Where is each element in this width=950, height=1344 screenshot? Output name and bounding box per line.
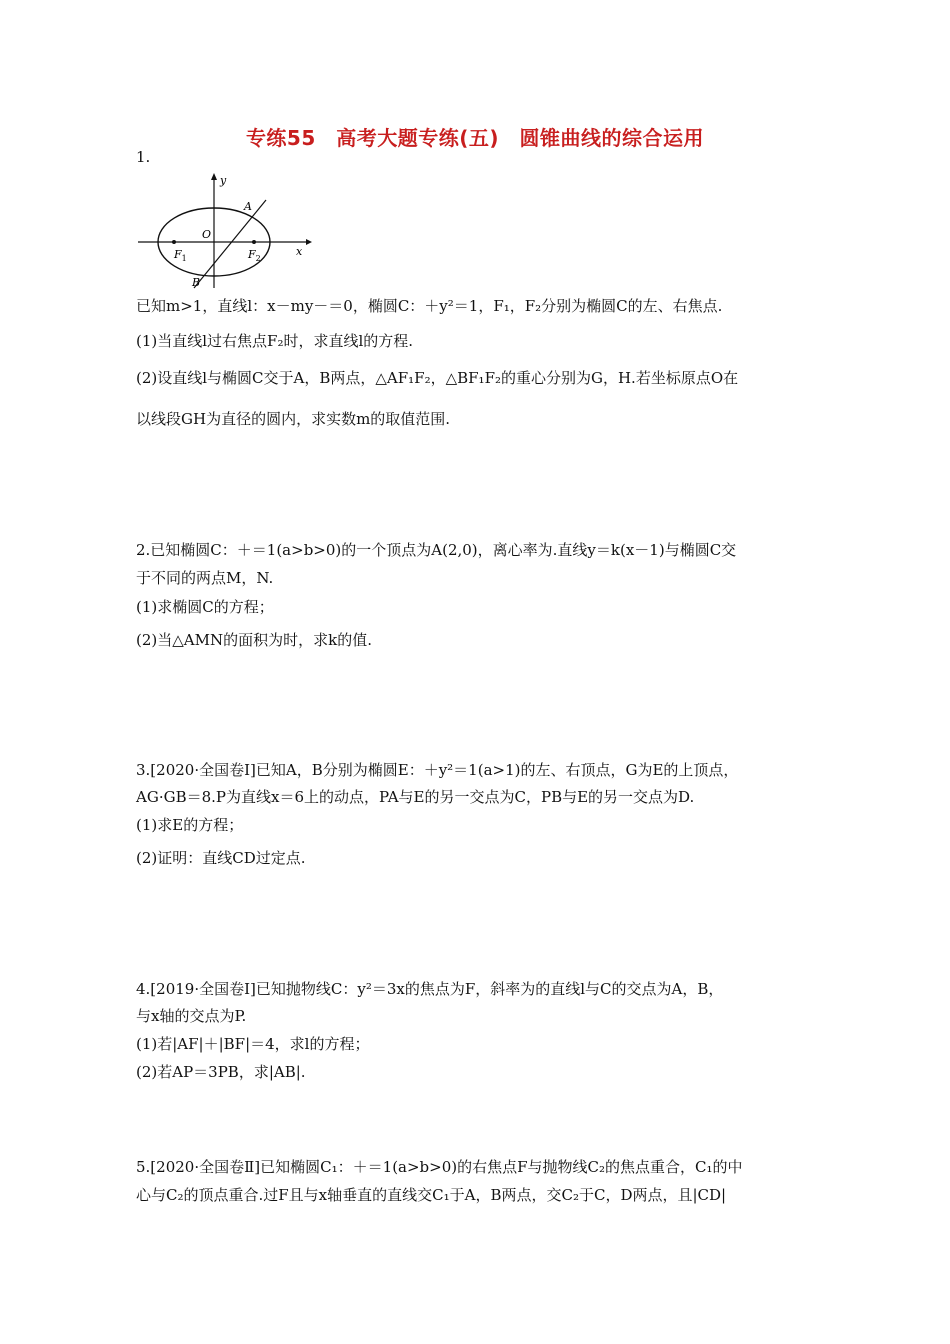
- problem-5-statement: 5.[2020·全国卷Ⅱ]已知椭圆C₁：＋＝1(a>b>0)的右焦点F与抛物线C₂的焦点重合，C₁的中: [136, 1158, 743, 1176]
- problem-3-part-2: (2)证明：直线CD过定点.: [136, 849, 306, 867]
- ellipse-figure: [136, 170, 316, 292]
- problem-2-statement-cont: 于不同的两点M，N.: [136, 569, 274, 587]
- problem-4-part-1: (1)若|AF|＋|BF|＝4，求l的方程；: [136, 1035, 370, 1053]
- point-b-label: B: [192, 276, 201, 289]
- problem-1-statement: 已知m>1，直线l：x－my－＝0，椭圆C：＋y²＝1，F₁，F₂分别为椭圆C的左、右焦点.: [136, 297, 723, 315]
- problem-1-part-2: (2)设直线l与椭圆C交于A，B两点，△AF₁F₂，△BF₁F₂的重心分别为G，H.若坐标原点O在: [136, 369, 739, 387]
- page-title: 专练55 高考大题专练(五) 圆锥曲线的综合运用: [245, 126, 705, 150]
- problem-4-statement: 4.[2019·全国卷Ⅰ]已知抛物线C：y²＝3x的焦点为F，斜率为的直线l与C的交点为A，B，: [136, 980, 724, 998]
- focus-1-label: $F_1$: [174, 248, 187, 263]
- problem-2-part-2: (2)当△AMN的面积为时，求k的值.: [136, 631, 372, 649]
- problem-1-number: 1.: [136, 148, 151, 166]
- focus-1-dot: [172, 240, 176, 244]
- problem-5-statement-cont: 心与C₂的顶点重合.过F且与x轴垂直的直线交C₁于A，B两点，交C₂于C，D两点，且|CD|: [136, 1186, 727, 1204]
- y-axis-label: y: [220, 174, 227, 187]
- point-a-label: A: [244, 200, 252, 213]
- focus-2-label: $F_2$: [248, 248, 261, 263]
- problem-4-part-2: (2)若AP＝3PB，求|AB|.: [136, 1063, 306, 1081]
- problem-3-statement-cont: AG·GB＝8.P为直线x＝6上的动点，PA与E的另一交点为C，PB与E的另一交点为D.: [136, 788, 695, 806]
- problem-1-part-2-cont: 以线段GH为直径的圆内，求实数m的取值范围.: [136, 410, 451, 428]
- problem-2-part-1: (1)求椭圆C的方程；: [136, 598, 274, 616]
- origin-label: O: [202, 228, 212, 241]
- x-axis-arrow: [306, 239, 312, 245]
- focus-2-dot: [252, 240, 256, 244]
- problem-3-part-1: (1)求E的方程；: [136, 816, 244, 834]
- problem-2-statement: 2.已知椭圆C：＋＝1(a>b>0)的一个顶点为A(2,0)，离心率为.直线y＝k(x－1)与椭圆C交: [136, 541, 737, 559]
- problem-4-statement-cont: 与x轴的交点为P.: [136, 1007, 247, 1025]
- y-axis-arrow: [211, 173, 217, 180]
- problem-3-statement: 3.[2020·全国卷Ⅰ]已知A，B分别为椭圆E：＋y²＝1(a>1)的左、右顶点，G为E的上顶点，: [136, 761, 739, 779]
- problem-1-part-1: (1)当直线l过右焦点F₂时，求直线l的方程.: [136, 332, 414, 350]
- x-axis-label: x: [296, 245, 303, 258]
